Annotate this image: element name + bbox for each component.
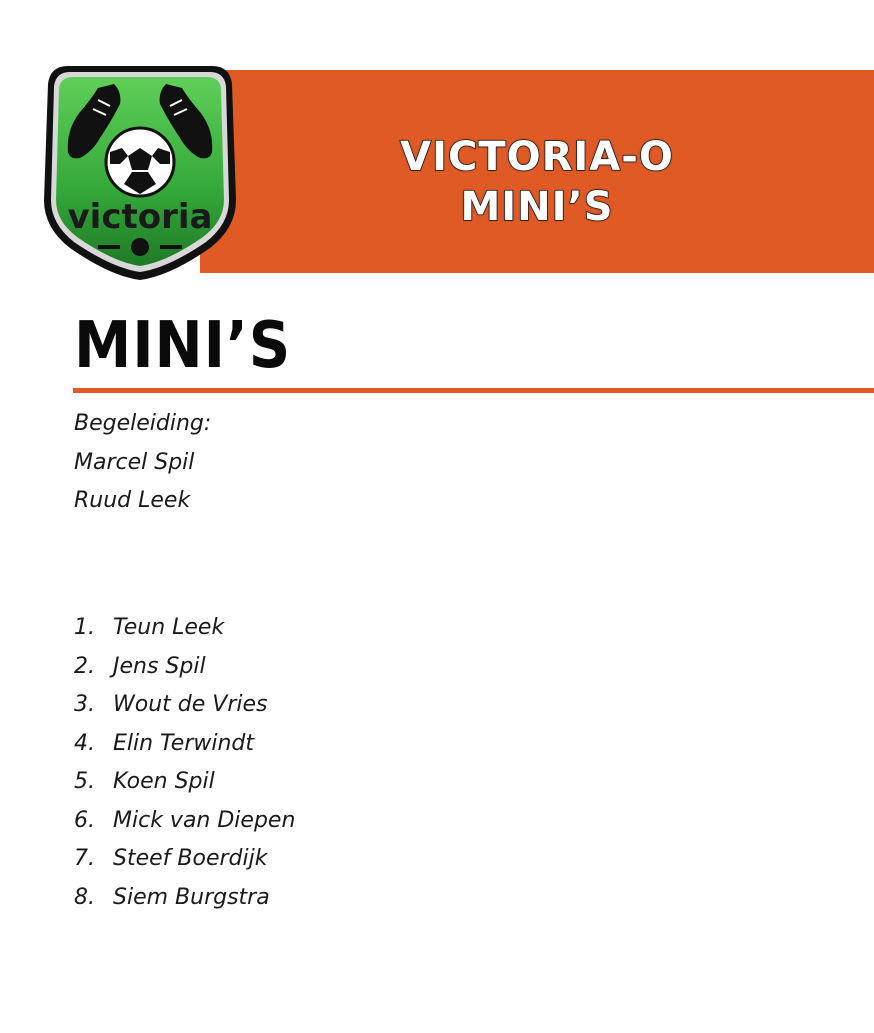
- logo-wordmark: victoria: [67, 197, 213, 237]
- banner-title-line-1: VICTORIA-O: [400, 134, 674, 180]
- player-number: 2.: [74, 653, 95, 679]
- list-item: [74, 648, 295, 687]
- list-item: [74, 802, 295, 841]
- player-number: 5.: [74, 769, 95, 794]
- staff-heading: Begeleiding:: [74, 411, 212, 436]
- section-divider: [73, 388, 874, 393]
- list-item: [74, 840, 295, 879]
- list-item: [74, 686, 295, 725]
- list-item: [74, 609, 295, 648]
- player-number: 1.: [74, 615, 95, 640]
- club-logo: [40, 60, 240, 282]
- player-list: [74, 609, 295, 917]
- player-number: 7.: [74, 846, 95, 871]
- player-name: Koen Spil: [113, 769, 215, 794]
- player-number: 8.: [74, 884, 95, 910]
- list-item: [74, 725, 295, 764]
- player-name: Siem Burgstra: [113, 884, 270, 910]
- banner-title-line-2: MINI’S: [460, 184, 614, 230]
- player-name: Steef Boerdijk: [113, 846, 268, 871]
- player-number: 6.: [74, 807, 95, 833]
- player-name: Teun Leek: [113, 615, 225, 640]
- staff-member: Ruud Leek: [74, 488, 191, 513]
- victoria-club-crest-icon: [40, 60, 240, 282]
- player-name: Wout de Vries: [113, 692, 268, 717]
- staff-member: Marcel Spil: [74, 449, 195, 475]
- player-number: 3.: [74, 692, 95, 717]
- player-name: Jens Spil: [113, 653, 206, 679]
- player-number: 4.: [74, 730, 95, 756]
- staff-block: [74, 405, 211, 521]
- player-name: Elin Terwindt: [113, 730, 255, 756]
- list-item: [74, 879, 295, 918]
- player-name: Mick van Diepen: [113, 807, 296, 833]
- list-item: [74, 763, 295, 802]
- page-title: MINI’S: [74, 309, 292, 383]
